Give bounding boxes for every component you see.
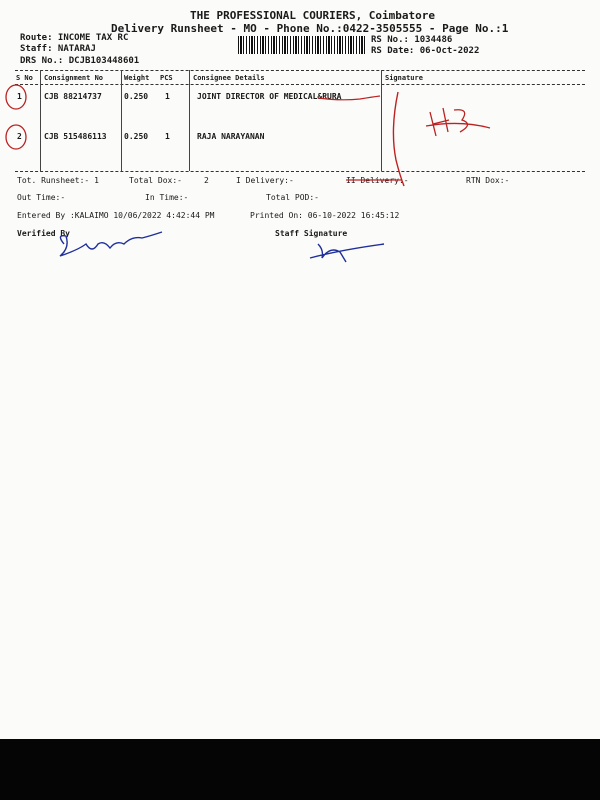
row-sno: 1 (17, 92, 22, 101)
rs-date: RS Date: 06-Oct-2022 (371, 46, 480, 56)
i-delivery: I Delivery:- (236, 176, 294, 185)
col-divider (189, 70, 190, 171)
table-bottom-rule (15, 171, 585, 172)
row-pcs: 1 (165, 92, 170, 101)
row-consignee: JOINT DIRECTOR OF MEDICAL&RURA (197, 92, 342, 101)
ii-delivery: II Delivery:- (346, 176, 409, 185)
row-weight: 0.250 (124, 92, 149, 101)
row-pcs: 1 (165, 132, 170, 141)
row-consignment: CJB 515486113 (44, 132, 107, 141)
col-header-signature: Signature (385, 74, 423, 82)
col-divider (121, 70, 122, 171)
col-divider (381, 70, 382, 171)
route-label: Route: INCOME TAX RC (20, 33, 129, 43)
table-top-rule (15, 70, 585, 71)
col-header-weight: Weight (124, 74, 150, 82)
row-weight: 0.250 (124, 132, 149, 141)
printed-on: Printed On: 06-10-2022 16:45:12 (250, 211, 400, 220)
rtn-dox: RTN Dox:- (466, 176, 510, 185)
initials-mark (426, 108, 490, 136)
tot-runsheet: Tot. Runsheet:- 1 (17, 176, 99, 185)
col-divider (40, 70, 41, 171)
rs-number: RS No.: 1034486 (371, 35, 453, 45)
drs-number: DRS No.: DCJB103448601 (20, 56, 140, 66)
col-header-sno: S No (16, 74, 33, 82)
staff-label: Staff: NATARAJ (20, 44, 96, 54)
entered-by: Entered By :KALAIMO 10/06/2022 4:42:44 PM (17, 211, 215, 220)
staff-signature-mark (310, 244, 384, 262)
out-time: Out Time:- (17, 193, 66, 202)
runsheet-title: Delivery Runsheet - MO - Phone No.:0422-3505555 - Page No.:1 (111, 22, 509, 35)
row-sno: 2 (17, 132, 22, 141)
scan-footer-band (0, 739, 600, 800)
barcode (238, 36, 366, 54)
total-dox-label: Total Dox:- (129, 176, 182, 185)
staff-signature-label: Staff Signature (275, 229, 348, 238)
company-title: THE PROFESSIONAL COURIERS, Coimbatore (190, 9, 436, 22)
total-dox-value: 2 (204, 176, 209, 185)
col-header-consignment: Consignment No (44, 74, 104, 82)
verified-by-label: Verified By (17, 229, 70, 238)
row-consignee: RAJA NARAYANAN (197, 132, 265, 141)
table-header-rule (15, 84, 585, 85)
row2-circle-mark (6, 125, 26, 149)
col-header-pcs: PCS (160, 74, 173, 82)
total-pod: Total POD:- (266, 193, 319, 202)
in-time: In Time:- (145, 193, 189, 202)
row1-circle-mark (6, 85, 26, 109)
col-header-consignee: Consignee Details (193, 74, 265, 82)
verified-signature-mark (60, 232, 162, 256)
row-consignment: CJB 88214737 (44, 92, 102, 101)
